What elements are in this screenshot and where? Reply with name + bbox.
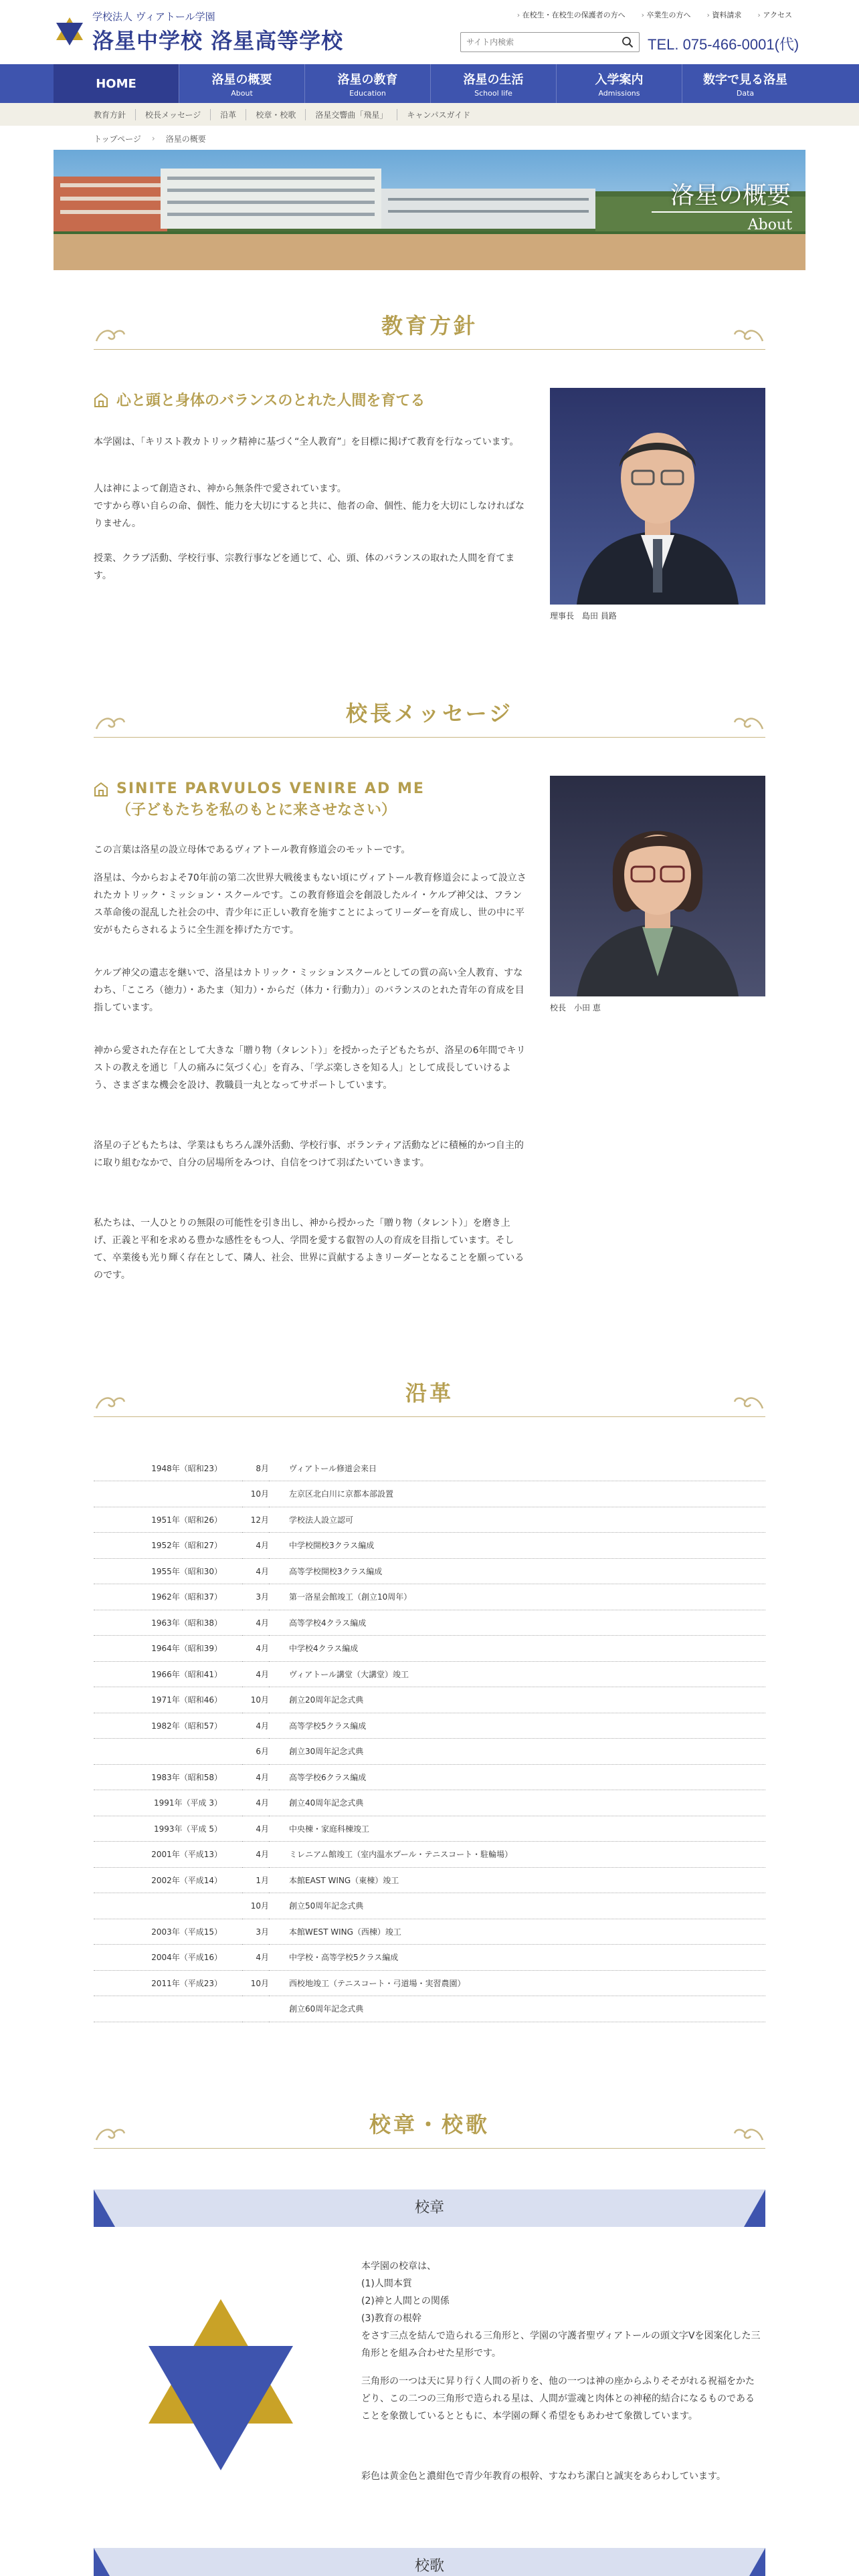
- history-month: 10月: [242, 1687, 269, 1713]
- section-title: 校長メッセージ: [345, 701, 514, 726]
- history-year: 1991年（平成 3）: [94, 1790, 242, 1816]
- subnav-history[interactable]: 沿革: [210, 109, 246, 120]
- nav-label: HOME: [96, 76, 136, 91]
- search-input[interactable]: [461, 33, 608, 51]
- history-year: [94, 1481, 242, 1507]
- history-year: [94, 1739, 242, 1765]
- history-event: 第一洛星会館竣工（創立10周年）: [269, 1584, 765, 1610]
- history-year: 2003年（平成15）: [94, 1919, 242, 1945]
- history-event: 本館WEST WING（西棟）竣工: [269, 1919, 765, 1945]
- nav-label: 入学案内: [595, 72, 644, 87]
- section-rule: [94, 349, 765, 350]
- site-header: [0, 0, 859, 64]
- main-nav: [0, 64, 859, 103]
- section-heading-emblem: [94, 2108, 765, 2148]
- history-year: 2001年（平成13）: [94, 1842, 242, 1868]
- nav-sublabel: School life: [474, 88, 512, 98]
- history-year: 1948年（昭和23）: [94, 1455, 242, 1481]
- history-event: 中学校開校3クラス編成: [269, 1533, 765, 1559]
- emblem-line: をさす三点を結んで造られる三角形と、学園の守護者聖ヴィアトールの頭文字Vを図案化した三角形とを組み合わせた星形です。: [361, 2331, 761, 2359]
- history-row: [94, 1970, 765, 1996]
- hero-divider: [652, 211, 792, 213]
- breadcrumb-current: 洛星の概要: [165, 134, 206, 144]
- history-event: 高等学校開校3クラス編成: [269, 1558, 765, 1584]
- emblem-line: (2)神と人間との関係: [361, 2296, 450, 2306]
- hero-banner: [54, 150, 805, 270]
- history-month: 4月: [242, 1816, 269, 1842]
- top-links: [517, 9, 792, 20]
- policy-para-3: 授業、クラブ活動、学校行事、宗教行事などを通じて、心、頭、体のバランスの取れた人間を育てます。: [94, 553, 515, 581]
- message-motto-jp: （子どもたちを私のもとに来させなさい）: [116, 802, 397, 819]
- section-rule: [94, 2148, 765, 2149]
- history-year: 1966年（昭和41）: [94, 1661, 242, 1687]
- band-title: 校章: [414, 2199, 444, 2216]
- hero-title: 洛星の概要: [670, 182, 791, 209]
- band-corner-left: [94, 2548, 115, 2576]
- history-year: 1952年（昭和27）: [94, 1533, 242, 1559]
- band-corner-right: [744, 2548, 765, 2576]
- emblem-band: [94, 2189, 765, 2227]
- history-year: 1951年（昭和26）: [94, 1507, 242, 1533]
- history-year: 1993年（平成 5）: [94, 1816, 242, 1842]
- history-month: 3月: [242, 1919, 269, 1945]
- top-link-request[interactable]: › 資料請求: [707, 9, 742, 20]
- history-event: ヴィアトール修道会来日: [269, 1455, 765, 1481]
- history-row: [94, 1713, 765, 1739]
- policy-subtitle: [94, 389, 425, 410]
- history-month: 1月: [242, 1867, 269, 1893]
- breadcrumb-separator: ›: [151, 134, 155, 143]
- telephone: TEL. 075-466-0001(代): [648, 36, 799, 53]
- emblem-desc-3: 彩色は黄金色と濃紺色で青少年教育の根幹、すなわち潔白と誠実をあらわしています。: [361, 2471, 726, 2482]
- history-row: [94, 1919, 765, 1945]
- history-year: 1982年（昭和57）: [94, 1713, 242, 1739]
- history-month: 4月: [242, 1533, 269, 1559]
- song-band: [94, 2548, 765, 2576]
- section-heading-message: [94, 697, 765, 737]
- history-event: 創立60周年記念式典: [269, 1996, 765, 2022]
- history-event: 中学校・高等学校5クラス編成: [269, 1945, 765, 1971]
- section-rule: [94, 737, 765, 738]
- band-corner-right: [744, 2189, 765, 2227]
- section-heading-history: [94, 1376, 765, 1416]
- sub-nav: [0, 103, 859, 126]
- ornament-icon: [733, 1388, 765, 1412]
- history-month: 10月: [242, 1481, 269, 1507]
- history-row: [94, 1533, 765, 1559]
- history-event: 創立20周年記念式典: [269, 1687, 765, 1713]
- band-corner-left: [94, 2189, 115, 2227]
- history-year: 1964年（昭和39）: [94, 1636, 242, 1662]
- chairman-photo: [550, 388, 765, 605]
- nav-label: 洛星の生活: [463, 72, 524, 87]
- history-event: 創立50周年記念式典: [269, 1893, 765, 1919]
- history-month: 4月: [242, 1610, 269, 1636]
- breadcrumb: [0, 126, 859, 151]
- history-month: 4月: [242, 1661, 269, 1687]
- school-name[interactable]: 洛星中学校 洛星高等学校: [92, 28, 344, 53]
- history-month: 4月: [242, 1945, 269, 1971]
- ornament-icon: [94, 709, 126, 733]
- section-rule: [94, 1416, 765, 1417]
- history-row: [94, 1867, 765, 1893]
- history-year: 1955年（昭和30）: [94, 1558, 242, 1584]
- emblem-line: (3)教育の根幹: [361, 2313, 421, 2324]
- school-emblem-icon: [140, 2299, 301, 2470]
- principal-caption: 校長 小田 恵: [550, 1003, 601, 1012]
- history-year: 2011年（平成23）: [94, 1970, 242, 1996]
- history-year: 2004年（平成16）: [94, 1945, 242, 1971]
- nav-label: 洛星の概要: [211, 72, 272, 87]
- nav-sublabel: Education: [349, 88, 386, 98]
- policy-para-1: 本学園は、「キリスト教カトリック精神に基づく“全人教育”」を目標に掲げて教育を行なっています。: [94, 437, 519, 447]
- message-para-6: 私たちは、一人ひとりの無限の可能性を引き出し、神から授かった「贈り物（タレント）」を磨き上げ、正義と平和を求める豊かな感性をもつ人、学問を愛する叡智の人の育成を目指しています。そして、卒業後も光り輝く存在として、隣人、社会、世界に貢献するよきリーダーとなることを願っているのです。: [94, 1218, 524, 1281]
- nav-label: 数字で見る洛星: [703, 72, 787, 87]
- history-event: 高等学校6クラス編成: [269, 1764, 765, 1790]
- nav-sublabel: Admissions: [598, 88, 640, 98]
- history-row: [94, 1842, 765, 1868]
- subnav-policy[interactable]: 教育方針: [94, 110, 126, 120]
- ornament-icon: [733, 321, 765, 345]
- history-month: 6月: [242, 1739, 269, 1765]
- school-building-icon: [94, 781, 108, 797]
- search-icon[interactable]: [622, 36, 634, 48]
- history-event: 高等学校4クラス編成: [269, 1610, 765, 1636]
- history-event: 創立40周年記念式典: [269, 1790, 765, 1816]
- history-row: [94, 1661, 765, 1687]
- history-row: [94, 1481, 765, 1507]
- history-event: 創立30周年記念式典: [269, 1739, 765, 1765]
- section-title: 教育方針: [381, 313, 478, 338]
- history-month: 4月: [242, 1842, 269, 1868]
- history-month: 4月: [242, 1790, 269, 1816]
- history-month: 3月: [242, 1584, 269, 1610]
- message-para-1: この言葉は洛星の設立母体であるヴィアトール教育修道会のモットーです。: [94, 845, 411, 855]
- history-year: 1963年（昭和38）: [94, 1610, 242, 1636]
- subnav-campus[interactable]: キャンパスガイド: [397, 109, 480, 120]
- nav-education[interactable]: [305, 64, 431, 103]
- policy-subtitle-text: 心と頭と身体のバランスのとれた人間を育てる: [116, 393, 425, 409]
- ornament-icon: [94, 321, 126, 345]
- section-title: 沿革: [405, 1380, 454, 1406]
- nav-sublabel: Data: [736, 88, 755, 98]
- breadcrumb-home[interactable]: トップページ: [94, 134, 141, 144]
- ornament-icon: [733, 709, 765, 733]
- history-year: [94, 1893, 242, 1919]
- subnav-message[interactable]: 校長メッセージ: [135, 109, 210, 120]
- history-event: 西校地竣工（テニスコート・弓道場・実習農園）: [269, 1970, 765, 1996]
- message-para-2: 洛星は、今からおよそ70年前の第二次世界大戦後まもない頃にヴィアトール教育修道会によって設立されたカトリック・ミッション・スクールです。この教育修道会を創設したルイ・ケルブ神父は、フランス革命後の混乱した社会の中、青少年に正しい教育を施すことによってリーダーを育成し、世の中に平安がもたらされるように全生涯を捧げた方です。: [94, 873, 527, 936]
- top-link-access[interactable]: › アクセス: [757, 9, 792, 20]
- history-year: [94, 1996, 242, 2022]
- history-month: 12月: [242, 1507, 269, 1533]
- history-month: 4月: [242, 1558, 269, 1584]
- history-row: [94, 1996, 765, 2022]
- history-row: [94, 1945, 765, 1971]
- search-box: [460, 32, 640, 52]
- nav-label: 洛星の教育: [337, 72, 398, 87]
- subnav-emblem[interactable]: 校章・校歌: [246, 109, 305, 120]
- school-logo-icon[interactable]: [54, 15, 86, 47]
- message-para-3: ケルブ神父の遺志を継いで、洛星はカトリック・ミッションスクールとしての質の高い全人教育、すなわち、「こころ（徳力）・あたま（知力）・からだ（体力・行動力）」のバランスのとれた青年の育成を目指しています。: [94, 968, 524, 1013]
- history-event: 高等学校5クラス編成: [269, 1713, 765, 1739]
- section-title: 校章・校歌: [369, 2112, 490, 2137]
- message-motto-latin: SINITE PARVULOS VENIRE AD ME: [116, 780, 425, 797]
- nav-admissions[interactable]: [557, 64, 682, 103]
- school-building-icon: [94, 392, 108, 408]
- history-event: ミレニアム館竣工（室内温水プール・テニスコート・駐輪場）: [269, 1842, 765, 1868]
- history-event: 学校法人設立認可: [269, 1507, 765, 1533]
- history-row: [94, 1687, 765, 1713]
- history-row: [94, 1558, 765, 1584]
- history-row: [94, 1610, 765, 1636]
- section-heading-policy: [94, 309, 765, 349]
- history-month: 10月: [242, 1893, 269, 1919]
- message-subtitle: [94, 778, 425, 821]
- history-row: [94, 1455, 765, 1481]
- history-row: [94, 1507, 765, 1533]
- history-year: 1971年（昭和46）: [94, 1687, 242, 1713]
- ornament-icon: [94, 2120, 126, 2144]
- history-row: [94, 1816, 765, 1842]
- history-row: [94, 1893, 765, 1919]
- emblem-line: 本学園の校章は、: [361, 2261, 436, 2272]
- history-month: [242, 1996, 269, 2022]
- history-event: ヴィアトール講堂（大講堂）竣工: [269, 1661, 765, 1687]
- history-event: 中央棟・家庭科棟竣工: [269, 1816, 765, 1842]
- history-month: 4月: [242, 1636, 269, 1662]
- top-link-students[interactable]: › 在校生・在校生の保護者の方へ: [517, 9, 626, 20]
- history-month: 10月: [242, 1970, 269, 1996]
- org-name: 学校法人 ヴィアトール学園: [92, 11, 215, 23]
- top-link-alumni[interactable]: › 卒業生の方へ: [642, 9, 691, 20]
- message-para-4: 神から愛された存在として大きな「贈り物（タレント）」を授かった子どもたちが、洛星の6年間でキリストの教えを通じ「人の痛みに気づく心」を育み、「学ぶ楽しさを知る人」として成長していけるよう、さまざまな機会を設け、教職員一丸となってサポートしています。: [94, 1045, 526, 1091]
- history-event: 本館EAST WING（東棟）竣工: [269, 1867, 765, 1893]
- subnav-symphony[interactable]: 洛星交響曲「飛星」: [305, 109, 397, 120]
- nav-school-life[interactable]: [431, 64, 557, 103]
- history-year: 1962年（昭和37）: [94, 1584, 242, 1610]
- history-month: 4月: [242, 1713, 269, 1739]
- history-year: 2002年（平成14）: [94, 1867, 242, 1893]
- history-event: 左京区北白川に京都本部設置: [269, 1481, 765, 1507]
- history-row: [94, 1584, 765, 1610]
- message-para-5: 洛星の子どもたちは、学業はもちろん課外活動、学校行事、ボランティア活動などに積極的かつ自主的に取り組むなかで、自分の居場所をみつけ、自信をつけて羽ばたいていきます。: [94, 1140, 524, 1168]
- history-row: [94, 1739, 765, 1765]
- history-event: 中学校4クラス編成: [269, 1636, 765, 1662]
- nav-about[interactable]: [179, 64, 305, 103]
- emblem-desc-2: 三角形の一つは天に昇り行く人間の祈りを、他の一つは神の座からふりそそがれる祝福をかたどり、この二つの三角形で造られる星は、人間が霊魂と肉体との神秘的結合になるものであることを象徴しているとともに、本学園の輝く希望をもあわせて象徴しています。: [361, 2376, 755, 2422]
- nav-home[interactable]: [54, 64, 179, 103]
- history-row: [94, 1636, 765, 1662]
- ornament-icon: [94, 1388, 126, 1412]
- emblem-line: (1)人間本質: [361, 2278, 412, 2289]
- policy-para-2: 人は神によって創造され、神から無条件で愛されています。 ですから尊い自らの命、個性、能力を大切にすると共に、他者の命、個性、能力を大切にしなければなりません。: [94, 484, 524, 529]
- band-title: 校歌: [414, 2558, 444, 2575]
- history-month: 8月: [242, 1455, 269, 1481]
- history-year: 1983年（昭和58）: [94, 1764, 242, 1790]
- history-row: [94, 1764, 765, 1790]
- history-table: [94, 1455, 765, 2022]
- emblem-desc-1: [361, 2258, 763, 2362]
- nav-data[interactable]: [682, 64, 808, 103]
- nav-sublabel: About: [231, 88, 253, 98]
- history-row: [94, 1790, 765, 1816]
- ornament-icon: [733, 2120, 765, 2144]
- principal-photo: [550, 776, 765, 996]
- history-month: 4月: [242, 1764, 269, 1790]
- hero-subtitle: About: [747, 217, 792, 233]
- chairman-caption: 理事長 島田 員路: [550, 611, 617, 621]
